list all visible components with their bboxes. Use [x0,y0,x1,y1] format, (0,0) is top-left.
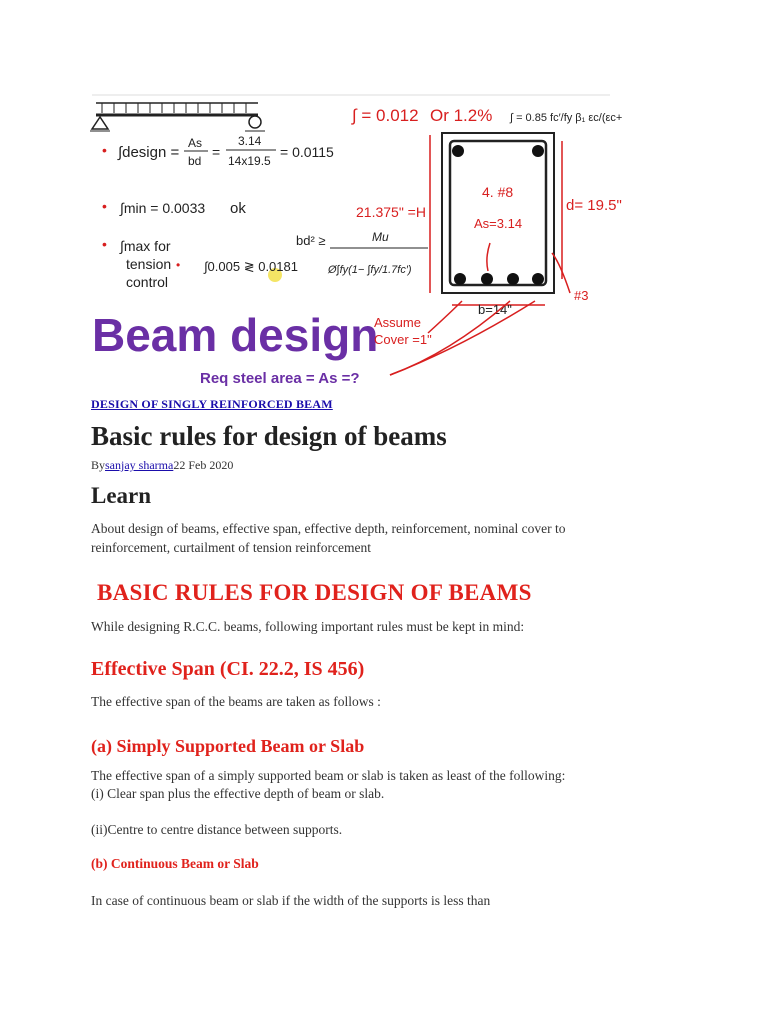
rho-design-result: = 0.0115 [280,144,334,160]
svg-text:=: = [212,144,221,160]
rho-max-line2: tension [126,256,172,272]
effective-span-text: The effective span of the beams are taken as follows : [91,694,381,709]
svg-text:•: • [102,198,107,214]
category-link[interactable]: DESIGN OF SINGLY REINFORCED BEAM [91,397,333,411]
svg-text:•: • [176,258,181,272]
continuous-heading: (b) Continuous Beam or Slab [91,856,259,871]
ok-label: ok [230,200,246,217]
intro-text: While designing R.C.C. beams, following important rules must be kept in mind: [91,619,525,634]
as-label: As [188,136,203,150]
assume-cover-line1: Assume [374,315,421,330]
byline [91,458,233,473]
section-heading: BASIC RULES FOR DESIGN OF BEAMS [97,580,532,605]
effective-span-heading: Effective Span (CI. 22.2, IS 456) [91,658,365,680]
bars-label: 4. #8 [482,184,514,200]
stirrup-label: #3 [574,288,589,303]
rho-max-line3: control [126,274,169,290]
publish-date: 22 Feb 2020 [173,458,234,472]
rho-formula: ∫ = 0.85 fc′/fy β₁ εc/(εc+ [510,112,623,124]
rule-i: (i) Clear span plus the effective depth of beam or slab. [91,786,385,801]
rho-design-label: ∫design = [118,144,180,161]
d-label: d= 19.5" [566,197,622,214]
beam-design-title: Beam design [92,309,379,361]
rule-ii: (ii)Centre to centre distance between supports. [91,822,343,837]
learn-heading: Learn [91,483,152,508]
denominator: Ø∫fy(1− ∫fy/1.7fc′) [328,264,412,276]
byline-prefix: By [91,458,106,472]
learn-summary: About design of beams, effective span, effective depth, reinforcement, nominal cover to reinforcement, curtailment of tension reinforcement [91,521,566,555]
assume-cover-line2: Cover =1" [374,332,432,347]
bd-value: 14x19.5 [228,154,271,168]
height-label: 21.375" =H [356,204,426,220]
rho-005: ∫0.005 ≷ 0.0181 [204,259,298,274]
page-title: Basic rules for design of beams [91,421,447,451]
simply-supported-heading: (a) Simply Supported Beam or Slab [91,736,365,756]
rho-given: ∫ = 0.012 [352,106,419,125]
mu-label: Mu [372,230,389,244]
beam-design-illustration [90,93,678,399]
rho-max-line1: ∫max for [120,238,171,254]
author-link[interactable]: sanjay sharma [105,458,174,472]
as-bars-label: As=3.14 [474,216,523,231]
bd-label: bd [188,154,202,168]
req-steel-label: Req steel area = As =? [200,370,360,387]
continuous-text: In case of continuous beam or slab if the width of the supports is less than [91,893,491,908]
svg-text:•: • [102,142,107,158]
rho-or: Or 1.2% [430,106,493,125]
simply-supported-text: The effective span of a simply supported beam or slab is taken as least of the following: [91,768,566,783]
b-label: b=14" [478,302,512,317]
svg-text:•: • [102,236,107,252]
as-value: 3.14 [238,134,262,148]
rho-min: ∫min = 0.0033 [120,200,206,216]
bd2-label: bd² ≥ [296,233,326,248]
beam-diagram [90,93,678,399]
